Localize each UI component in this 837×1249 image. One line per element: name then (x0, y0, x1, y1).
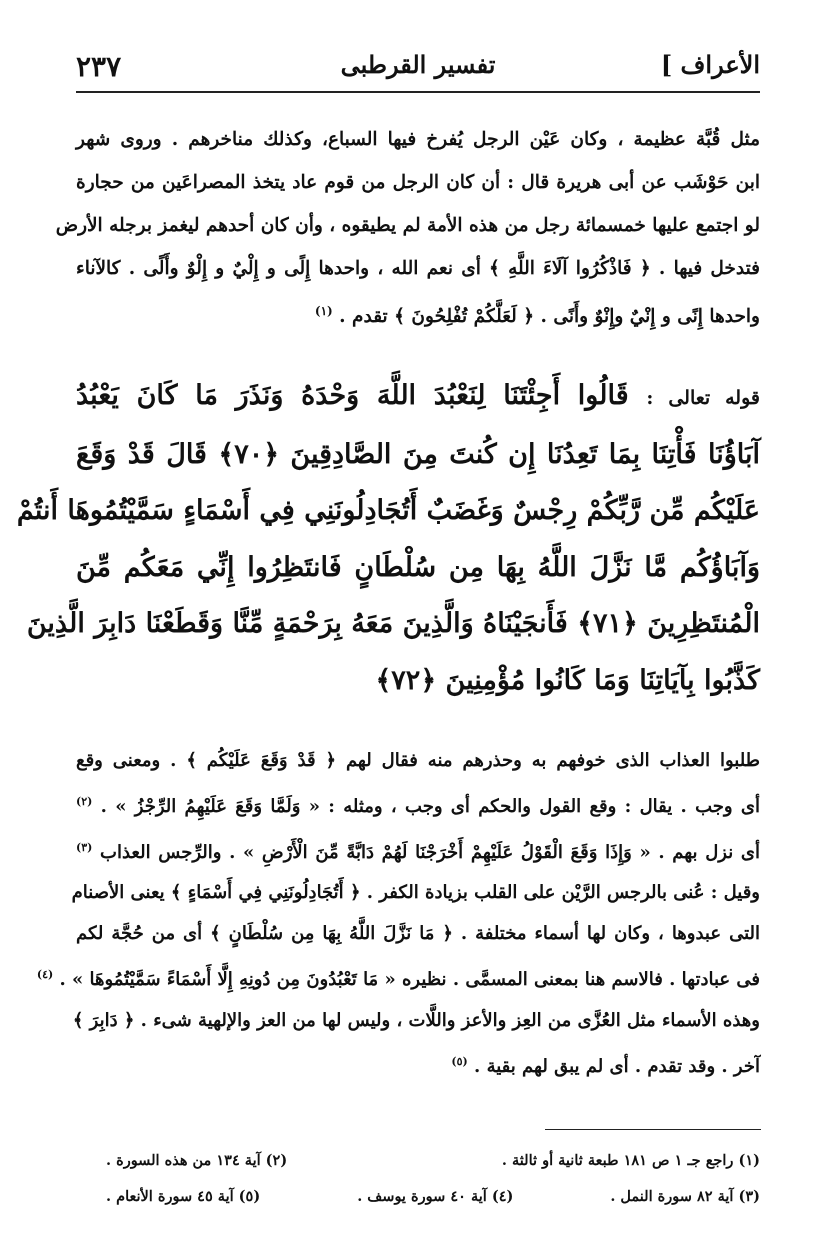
footnote-4: (٤) آية ٤٠ سورة يوسف . (357, 1188, 514, 1205)
text-line (76, 290, 760, 338)
text-line (36, 955, 760, 1001)
verse-line: آبَاؤُنَا فَأْتِنَا بِمَا تَعِدُنَا إِن كُنتَ مِنَ الصَّادِقِينَ ﴿٧٠﴾ قَالَ قَدْ وَقَعَ (76, 438, 760, 470)
verse-line: كَذَّبُوا بِآيَاتِنَا وَمَا كَانُوا مُؤْمِنِينَ ﴿٧٢﴾ (375, 664, 760, 696)
page-number: ٢٣٧ (76, 50, 122, 83)
verse-line: الْمُنتَظِرِينَ ﴿٧١﴾ فَأَنجَيْنَاهُ وَالَّذِينَ مَعَهُ بِرَحْمَةٍ مِّنَّا وَقَطَعْنَا دَابِرَ الَّذِينَ (26, 608, 760, 639)
line-text: واحدها إِنًى و إِنْيٌ وإِنْوٌ وأَنًى . ﴿ لَعَلَّكُمْ تُفْلِحُونَ ﴾ تقدم . (339, 306, 760, 328)
commentary-paragraph-1 (55, 118, 760, 338)
text-line: وقيل : عُنى بالرجس الرَّيْن على القلب بزيادة الكفر . ﴿ أَتُجَادِلُونَنِي فِي أَسْمَاءٍ ﴾ يعنى الأصنام (71, 882, 760, 904)
footnote-1: (١) راجع جـ ١ ص ١٨١ طبعة ثانية أو ثالثة . (501, 1152, 760, 1169)
text-line: طلبوا العذاب الذى خوفهم به وحذرهم منه فقال لهم ﴿ قَدْ وَقَعَ عَلَيْكُم ﴾ . ومعنى وقع (76, 750, 760, 771)
book-title: تفسير القرطبى (340, 50, 496, 79)
footnote-marker: (١) (314, 304, 333, 318)
footnote-rule (545, 1129, 761, 1130)
commentary-paragraph-2 (36, 741, 760, 1087)
header-rule (76, 91, 760, 93)
verse-intro: قوله تعالى : (646, 387, 760, 409)
text-line: فتدخل فيها . ﴿ فَاذْكُرُوا آلَاءَ اللَّهِ ﴾ أى نعم الله ، واحدها إِلًى و إِلْيٌ و إِلْوٌ وأَلًى . كالآناء (76, 258, 760, 279)
footnote-marker: (٥) (451, 1054, 468, 1068)
footnote-2: (٢) آية ١٣٤ من هذه السورة . (106, 1152, 288, 1169)
footnote-marker: (٤) (36, 967, 54, 981)
footnote-marker: (٢) (76, 794, 93, 808)
text-line (76, 828, 760, 874)
verse-line (76, 368, 760, 427)
line-text: آخر . وقد تقدم . أى لم يبق لهم بقية . (474, 1055, 760, 1077)
footnotes (106, 1143, 760, 1215)
line-text: فى عبادتها . فالاسم هنا بمعنى المسمَّى . نظيره « مَا تَعْبُدُونَ مِن دُونِهِ إِلَّا أَسْمَاءً سَمَّيْتُمُوهَا » . (59, 968, 760, 990)
surah-name: الأعراف ] (660, 50, 760, 79)
text-line (76, 782, 760, 828)
footnote-line (106, 1143, 760, 1179)
verse-text: قَالُوا أَجِئْتَنَا لِنَعْبُدَ اللَّهَ وَحْدَهُ وَنَذَرَ مَا كَانَ يَعْبُدُ (76, 380, 629, 411)
text-line: مثل قُبَّة عظيمة ، وكان عَيْن الرجل يُفرخ فيها السباع، وكذلك مناخرهم . وروى شهر (76, 129, 760, 150)
running-header (76, 44, 760, 90)
verse-line: وَآبَاؤُكُم مَّا نَزَّلَ اللَّهُ بِهَا مِن سُلْطَانٍ فَانتَظِرُوا إِنِّي مَعَكُم مِّنَ (76, 551, 760, 583)
text-line: ابن حَوْشَب عن أبى هريرة قال : أن كان الرجل من قوم عاد يتخذ المصراعَين من حجارة (76, 172, 760, 193)
text-line: وهذه الأسماء مثل العُزَّى من العِز والأعز واللَّات ، وليس لها من العز والإلهية شىء . ﴿ دَابِرَ ﴾ (72, 1009, 760, 1031)
line-text: أى وجب . يقال : وقع القول والحكم أى وجب ، ومثله : « وَلَمَّا وَقَعَ عَلَيْهِمُ الرِّجْزُ » . (100, 795, 760, 817)
footnote-5: (٥) آية ٤٥ سورة الأنعام . (106, 1188, 261, 1205)
text-line (76, 1042, 760, 1088)
line-text: أى نزل بهم . « وَإِذَا وَقَعَ الْقَوْلُ عَلَيْهِمْ أَخْرَجْنَا لَهُمْ دَابَّةً مِّنَ الْأَرْضِ » . والرِّجس العذاب (100, 841, 760, 863)
verse-line: عَلَيْكُم مِّن رَّبِّكُمْ رِجْسٌ وَغَضَبٌ أَتُجَادِلُونَنِي فِي أَسْمَاءٍ سَمَّيْتُمُوهَا أَنتُمْ (16, 495, 760, 526)
footnote-3: (٣) آية ٨٢ سورة النمل . (610, 1188, 760, 1205)
text-line: التى عبدوها ، وكان لها أسماء مختلفة . ﴿ مَا نَزَّلَ اللَّهُ بِهَا مِن سُلْطَانٍ ﴾ أى من حُجَّة لكم (76, 923, 760, 945)
text-line: لو اجتمع عليها خمسمائة رجل من هذه الأمة لم يطيقوه ، وأن كان أحدهم ليغمز برجله الأرض (55, 215, 760, 236)
footnote-marker: (٣) (76, 840, 93, 854)
footnote-line (106, 1179, 760, 1215)
quran-verses-block (16, 368, 760, 709)
